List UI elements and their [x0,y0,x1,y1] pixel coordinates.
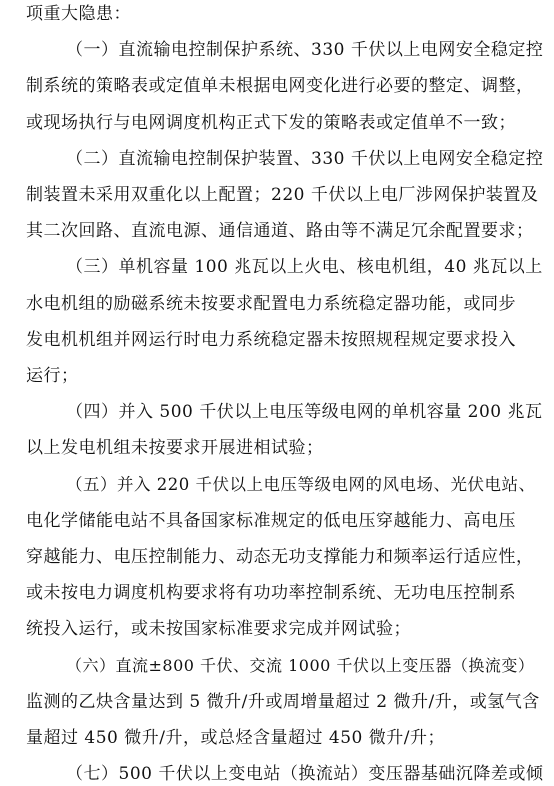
text-line-5: （二）直流输电控制保护装置、330 千伏以上电网安全稳定控 [66,148,544,169]
text-line-12: （四）并入 500 千伏以上电压等级电网的单机容量 200 兆瓦 [66,402,543,423]
text-line-17: 或未按电力调度机构要求将有功功率控制系统、无功电压控制系 [26,583,516,604]
text-line-2: （一）直流输电控制保护系统、330 千伏以上电网安全稳定控 [66,40,544,61]
text-line-13: 以上发电机组未按要求开展进相试验； [26,438,324,459]
text-line-3: 制系统的策略表或定值单未根据电网变化进行必要的整定、调整， [26,76,534,97]
text-line-6: 制装置未采用双重化以上配置；220 千伏以上电厂涉网保护装置及 [26,185,539,205]
text-line-16: 穿越能力、电压控制能力、动态无功支撑能力和频率运行适应性， [26,547,534,567]
text-line-20: 监测的乙炔含量达到 5 微升/升或周增量超过 2 微升/升，或氢气含 [26,691,540,712]
text-line-21: 量超过 450 微升/升，或总烃含量超过 450 微升/升； [26,728,445,748]
text-line-7: 其二次回路、直流电源、通信通道、路由等不满足冗余配置要求； [26,221,534,242]
text-line-19: （六）直流±800 千伏、交流 1000 千伏以上变压器（换流变） [66,655,535,675]
text-line-11: 运行； [26,366,79,386]
text-line-14: （五）并入 220 千伏以上电压等级电网的风电场、光伏电站、 [66,474,536,494]
text-line-22: （七）500 千伏以上变电站（换流站）变压器基础沉降差或倾 [66,764,544,785]
text-line-4: 或现场执行与电网调度机构正式下发的策略表或定值单不一致； [26,112,516,133]
text-line-18: 统投入运行，或未按国家标准要求完成并网试验； [26,619,411,640]
text-line-15: 电化学储能电站不具备国家标准规定的低电压穿越能力、高电压 [26,510,516,531]
text-line-8: （三）单机容量 100 兆瓦以上火电、核电机组，40 兆瓦以上 [66,257,543,278]
text-line-1: 项重大隐患： [26,4,131,24]
text-line-9: 水电机组的励磁系统未按要求配置电力系统稳定器功能，或同步 [26,293,516,314]
text-line-10: 发电机机组并网运行时电力系统稳定器未按照规程规定要求投入 [26,329,516,350]
